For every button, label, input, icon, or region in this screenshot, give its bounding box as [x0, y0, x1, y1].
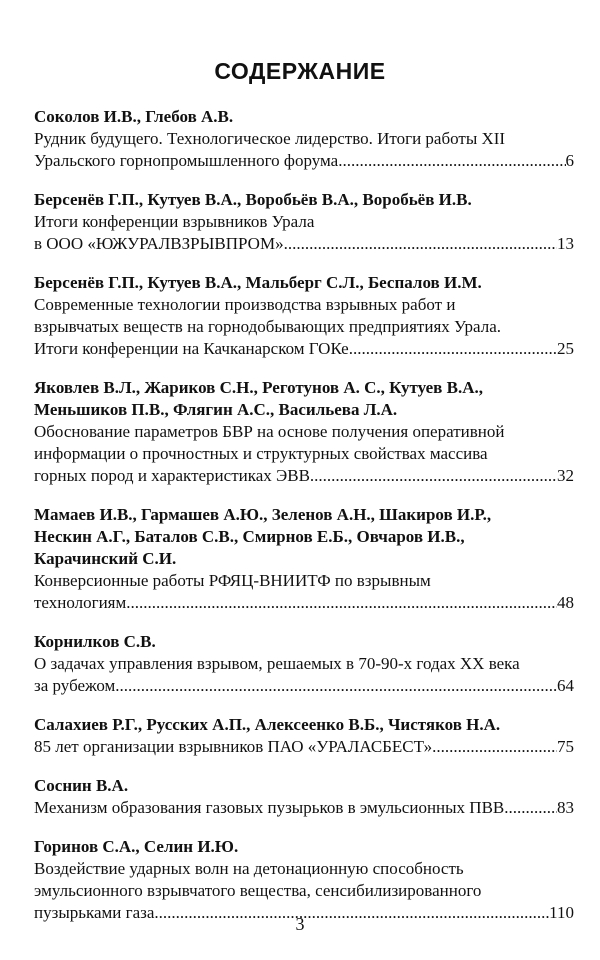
entry-title-line: Рудник будущего. Технологическое лидерство. Итоги работы XII: [34, 129, 506, 148]
entry-title-text: пузырьками газа: [34, 903, 155, 922]
entry-authors: Соколов И.В., Глебов А.В.: [34, 107, 234, 126]
toc-entry: [34, 714, 574, 758]
page-number: 3: [295, 914, 305, 934]
entry-title-line: Итоги конференции взрывников Урала: [34, 212, 315, 231]
entry-authors: Яковлев В.Л., Жариков С.Н., Реготунов А. С., Кутуев В.А.,: [34, 378, 483, 397]
entry-page-number: 13: [557, 234, 574, 253]
entry-authors: Корнилков С.В.: [34, 632, 156, 651]
entry-authors: Соснин В.А.: [34, 776, 129, 795]
entry-authors: Мамаев И.В., Гармашев А.Ю., Зеленов А.Н., Шакиров И.Р.,: [34, 505, 492, 524]
toc-entry: [34, 377, 574, 487]
entry-title-line: взрывчатых веществ на горнодобывающих предприятиях Урала.: [34, 317, 502, 336]
entry-authors: Берсенёв Г.П., Кутуев В.А., Воробьёв В.А., Воробьёв И.В.: [34, 190, 472, 209]
entry-authors: Карачинский С.И.: [34, 549, 177, 568]
dot-leader: [349, 338, 557, 360]
entry-page-number: 64: [557, 676, 574, 695]
entry-title-line: Обоснование параметров БВР на основе получения оперативной: [34, 422, 505, 441]
dot-leader: [338, 150, 565, 172]
entry-title-last-line: [34, 233, 574, 255]
dot-leader: [115, 675, 557, 697]
entry-authors: Берсенёв Г.П., Кутуев В.А., Мальберг С.Л., Беспалов И.М.: [34, 273, 482, 292]
entry-page-number: 110: [549, 903, 574, 922]
entry-title-text: Итоги конференции на Качканарском ГОКе: [34, 339, 349, 358]
entry-title-last-line: [34, 675, 574, 697]
entry-page-number: 75: [557, 737, 574, 756]
entry-title-line: Современные технологии производства взрывных работ и: [34, 295, 456, 314]
entry-title-text: технологиям: [34, 593, 127, 612]
toc-heading: СОДЕРЖАНИЕ: [214, 58, 386, 84]
toc-entries: [34, 106, 574, 941]
entry-page-number: 83: [557, 798, 574, 817]
entry-title-text: за рубежом: [34, 676, 116, 695]
dot-leader: [284, 233, 557, 255]
entry-authors: Нескин А.Г., Баталов С.В., Смирнов Е.Б., Овчаров И.В.,: [34, 527, 465, 546]
dot-leader: [504, 797, 557, 819]
entry-title-last-line: [34, 736, 574, 758]
entry-title-line: Конверсионные работы РФЯЦ-ВНИИТФ по взрывным: [34, 571, 431, 590]
entry-title-last-line: [34, 338, 574, 360]
dot-leader: [432, 736, 557, 758]
entry-page-number: 32: [557, 466, 574, 485]
entry-title-last-line: [34, 150, 574, 172]
entry-page-number: 25: [557, 339, 574, 358]
entry-title-text: Уральского горнопромышленного форума: [34, 151, 339, 170]
entry-title-line: информации о прочностных и структурных свойствах массива: [34, 444, 488, 463]
entry-page-number: 6: [565, 151, 574, 170]
toc-entry: [34, 836, 574, 924]
toc-entry: [34, 272, 574, 360]
entry-title-last-line: [34, 592, 574, 614]
toc-entry: [34, 189, 574, 255]
dot-leader: [310, 465, 557, 487]
toc-entry: [34, 775, 574, 819]
toc-entry: [34, 504, 574, 614]
entry-title-text: в ООО «ЮЖУРАЛВЗРЫВПРОМ»: [34, 234, 284, 253]
entry-title-text: 85 лет организации взрывников ПАО «УРАЛАСБЕСТ»: [34, 737, 433, 756]
toc-entry: [34, 106, 574, 172]
entry-title-last-line: [34, 797, 574, 819]
entry-authors: Горинов С.А., Селин И.Ю.: [34, 837, 239, 856]
entry-title-text: Механизм образования газовых пузырьков в эмульсионных ПВВ: [34, 798, 505, 817]
dot-leader: [126, 592, 557, 614]
entry-page-number: 48: [557, 593, 574, 612]
entry-authors: Меньшиков П.В., Флягин А.С., Васильева Л.А.: [34, 400, 398, 419]
entry-title-text: горных пород и характеристиках ЭВВ: [34, 466, 310, 485]
entry-title-line: Воздействие ударных волн на детонационную способность: [34, 859, 464, 878]
entry-title-line: О задачах управления взрывом, решаемых в 70-90-х годах XX века: [34, 654, 520, 673]
entry-authors: Салахиев Р.Г., Русских А.П., Алексеенко В.Б., Чистяков Н.А.: [34, 715, 501, 734]
entry-title-line: эмульсионного взрывчатого вещества, сенсибилизированного: [34, 881, 482, 900]
toc-entry: [34, 631, 574, 697]
entry-title-last-line: [34, 465, 574, 487]
